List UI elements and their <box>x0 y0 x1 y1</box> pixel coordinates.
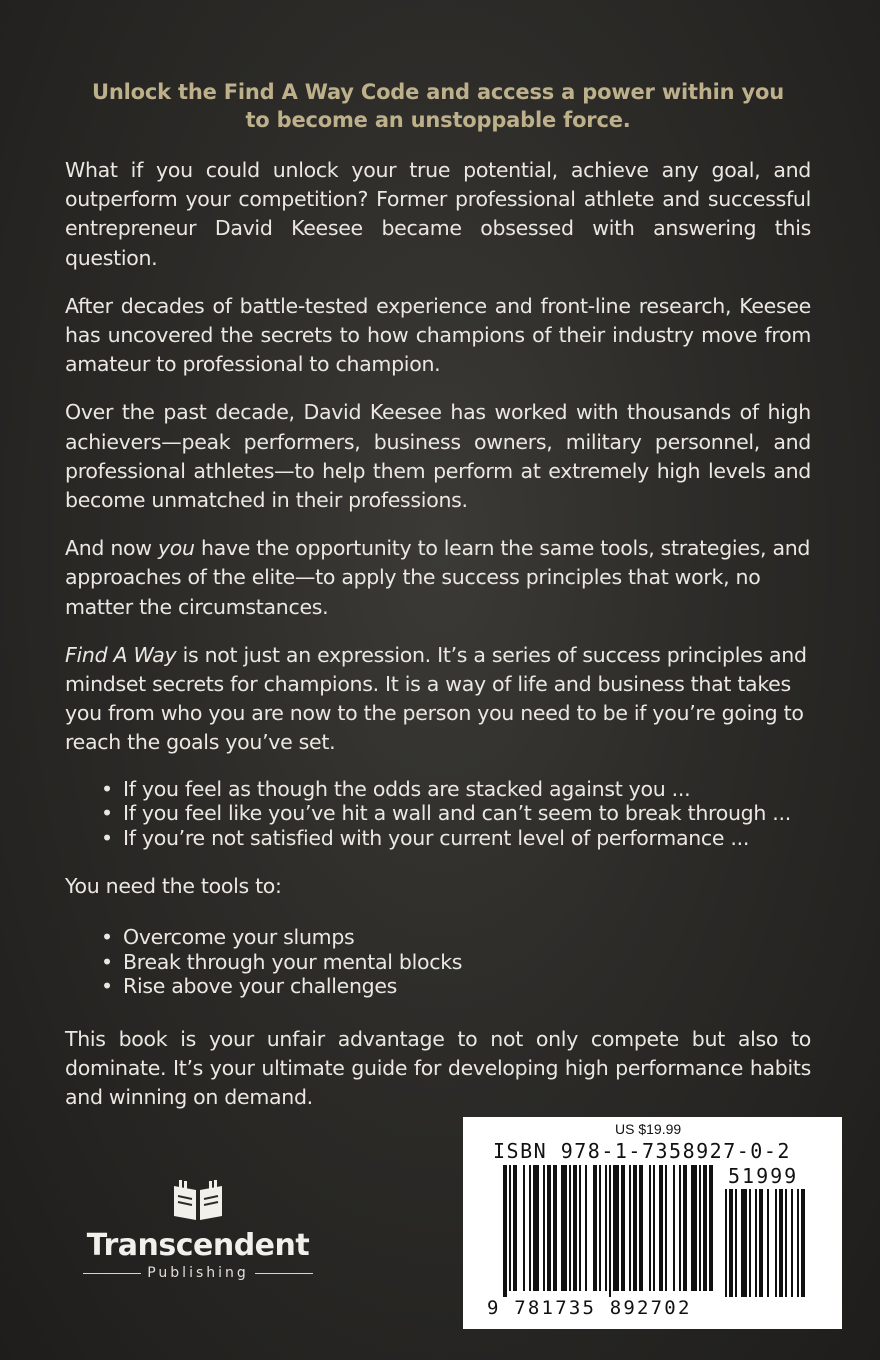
price-addon-number: 51999 <box>728 1164 799 1188</box>
list-item <box>101 777 811 802</box>
headline-line-1: Unlock the Find A Way Code and access a power within you <box>92 80 784 104</box>
para5-after: is not just an expression. It’s a series of success principles and mindset secrets for champions. It is a way of life and business that takes you from who you are now to the person you need to be if you’re going to reach the goals you’ve set. <box>65 642 807 755</box>
back-cover-text <box>65 78 811 1131</box>
list-item <box>101 801 811 826</box>
divider <box>83 1273 141 1274</box>
bullet-icon: • <box>101 949 113 974</box>
list-item <box>101 950 811 975</box>
publisher-sub: Publishing <box>147 1265 249 1281</box>
bullet-icon: • <box>101 776 113 801</box>
list-item <box>101 974 811 999</box>
bullet-list-conditions <box>65 777 811 851</box>
paragraph-closing: This book is your unfair advantage to not only compete but also to dominate. It’s your ultimate guide for developing high performance habits and winning on demand. <box>65 1026 811 1110</box>
publisher-sub-row <box>78 1265 318 1281</box>
bullet-icon: • <box>101 825 113 850</box>
price-label: US $19.99 <box>615 1121 682 1137</box>
list-item-text: If you’re not satisfied with your current level of performance ... <box>123 825 750 850</box>
para4-before: And now <box>65 536 158 561</box>
bullet-icon: • <box>101 801 113 826</box>
ean-number: 9 781735 892702 <box>487 1297 692 1319</box>
para4-italic: you <box>157 536 195 561</box>
open-book-icon <box>170 1180 226 1222</box>
paragraph-intro: What if you could unlock your true potential, achieve any goal, and outperform your competition? Former professional athlete and successful entrepreneur David Keesee became obsessed with answering this question. <box>65 158 811 270</box>
paragraph-find-a-way <box>65 641 811 758</box>
list-item-text: Rise above your challenges <box>123 974 398 999</box>
paragraph-experience: Over the past decade, David Keesee has worked with thousands of high achievers—peak performers, business owners, military personnel, and professional athletes—to help them perform at extremely high levels and become unmatched in their professions. <box>65 400 811 513</box>
isbn-label: ISBN 978-1-7358927-0-2 <box>493 1139 791 1163</box>
list-item-text: If you feel like you’ve hit a wall and can’t seem to break through ... <box>123 801 791 826</box>
bullet-icon: • <box>101 974 113 999</box>
paragraph-research: After decades of battle-tested experience and front-line research, Keesee has uncovered the secrets to how champions of their industry move from amateur to professional to champion. <box>65 293 811 377</box>
divider <box>255 1273 313 1274</box>
publisher-logo <box>78 1180 318 1281</box>
tools-intro: You need the tools to: <box>65 874 282 899</box>
barcode-box <box>463 1117 842 1329</box>
headline <box>65 78 811 134</box>
paragraph-opportunity <box>65 534 811 622</box>
bullet-list-tools <box>65 925 811 999</box>
list-item <box>101 826 811 851</box>
barcode-image <box>503 1165 813 1297</box>
bullet-icon: • <box>101 925 113 950</box>
list-item-text: Overcome your slumps <box>123 925 355 950</box>
publisher-name: Transcendent <box>86 1228 310 1263</box>
para4-after: have the opportunity to learn the same tools, strategies, and approaches of the elite—to apply the success principles that work, no matter the circumstances. <box>65 536 811 619</box>
list-item <box>101 925 811 950</box>
list-item-text: Break through your mental blocks <box>123 949 463 974</box>
para5-italic: Find A Way <box>65 642 177 667</box>
list-item-text: If you feel as though the odds are stacked against you ... <box>123 776 691 801</box>
headline-line-2: to become an unstoppable force. <box>245 108 631 132</box>
